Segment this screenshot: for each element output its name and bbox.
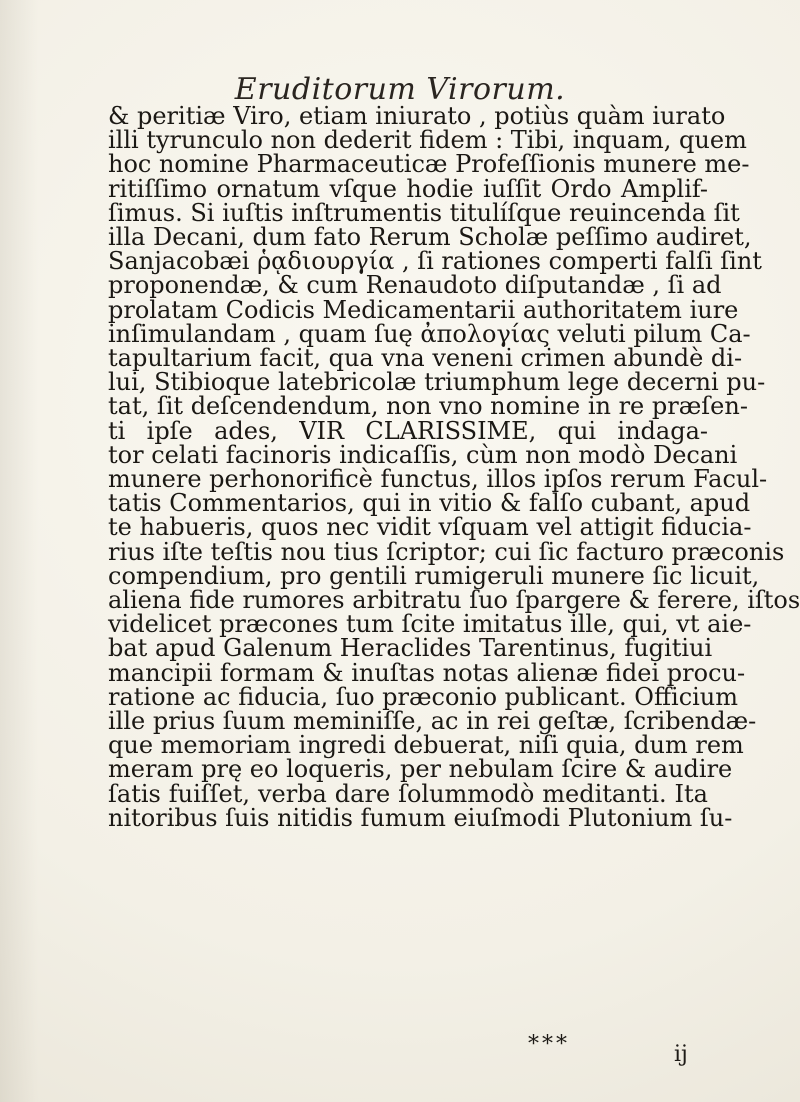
text-line: ritiſſimo ornatum vſque hodie iuſſit Ordo Amplif- bbox=[108, 174, 708, 203]
signature-mark: *** bbox=[528, 1032, 570, 1057]
text-line: mancipii formam & inuſtas notas alienæ fidei procu- bbox=[108, 658, 746, 687]
text-line: ti ipſe ades, VIR CLARISSIME, qui indaga- bbox=[108, 416, 708, 445]
text-line: tat, ſit deſcendendum, non vno nomine in re præſen- bbox=[108, 392, 748, 421]
text-line: videlicet præcones tum ſcite imitatus ille, qui, vt aie- bbox=[108, 610, 752, 639]
text-line: Sanjacobæi ῥᾳδιουργία , ſi rationes comperti falſi ſint bbox=[108, 247, 762, 276]
text-line: prolatam Codicis Medicamentarii authoritatem iure bbox=[108, 295, 739, 324]
text-line: illa Decani, dum fato Rerum Scholæ peſſimo audiret, bbox=[108, 223, 752, 252]
text-line: lui, Stibioque latebricolæ triumphum lege decerni pu- bbox=[108, 368, 766, 397]
text-line: inſimulandam , quam ſuę ἀπολογίας veluti pilum Ca- bbox=[108, 319, 751, 348]
text-line: aliena fide rumores arbitratu ſuo ſpargere & ferere, iſtos bbox=[108, 586, 800, 615]
text-line: & peritiæ Viro, etiam iniurato , potiùs quàm iurato bbox=[108, 102, 726, 130]
text-line: hoc nomine Pharmaceuticæ Profeſſionis munere me- bbox=[108, 150, 750, 179]
text-line: tapultarium facit, qua vna veneni crimen abundè di- bbox=[108, 344, 743, 373]
text-line: illi tyrunculo non dederit fidem : Tibi, inquam, quem bbox=[108, 126, 747, 155]
page-gutter-shadow bbox=[0, 0, 38, 1102]
text-line: ille prius ſuum meminiſſe, ac in rei geſtæ, ſcribendæ- bbox=[108, 707, 757, 736]
text-line: bat apud Galenum Heraclides Tarentinus, fugitiui bbox=[108, 634, 713, 663]
text-line: ſatis fuiſſet, verba dare ſolummodò meditanti. Ita bbox=[108, 779, 708, 808]
text-line: que memoriam ingredi debuerat, niſi quia, dum rem bbox=[108, 731, 744, 760]
text-line: ſimus. Si iuſtis inſtrumentis titulíſque reuincenda ſit bbox=[108, 198, 740, 227]
text-line: te habueris, quos nec vidit vſquam vel attigit fiducia- bbox=[108, 513, 752, 542]
text-line: nitoribus ſuis nitidis fumum eiuſmodi Plutonium ſu- bbox=[108, 803, 733, 832]
text-line: tor celati facinoris indicaſſis, cùm non modò Decani bbox=[108, 440, 738, 469]
page-signature: ij bbox=[674, 1042, 688, 1067]
latin-text-block bbox=[108, 102, 800, 832]
text-line: proponendæ, & cum Renaudoto diſputandæ , ſi ad bbox=[108, 271, 722, 300]
text-line: compendium, pro gentili rumigeruli munere ſic licuit, bbox=[108, 561, 760, 590]
text-line: tatis Commentarios, qui in vitio & falſo cubant, apud bbox=[108, 489, 751, 518]
text-line: ratione ac fiducia, ſuo præconio publicant. Officium bbox=[108, 682, 739, 711]
text-line: rius iſte teſtis nou tius ſcriptor; cui ſic facturo præconis bbox=[108, 537, 785, 566]
footer-row bbox=[108, 1032, 708, 1072]
running-head: Eruditorum Virorum. bbox=[234, 72, 566, 107]
text-line: meram prę eo loqueris, per nebulam ſcire & audire bbox=[108, 755, 733, 784]
text-line: munere perhonorificè functus, illos ipſos rerum Facul- bbox=[108, 465, 768, 494]
